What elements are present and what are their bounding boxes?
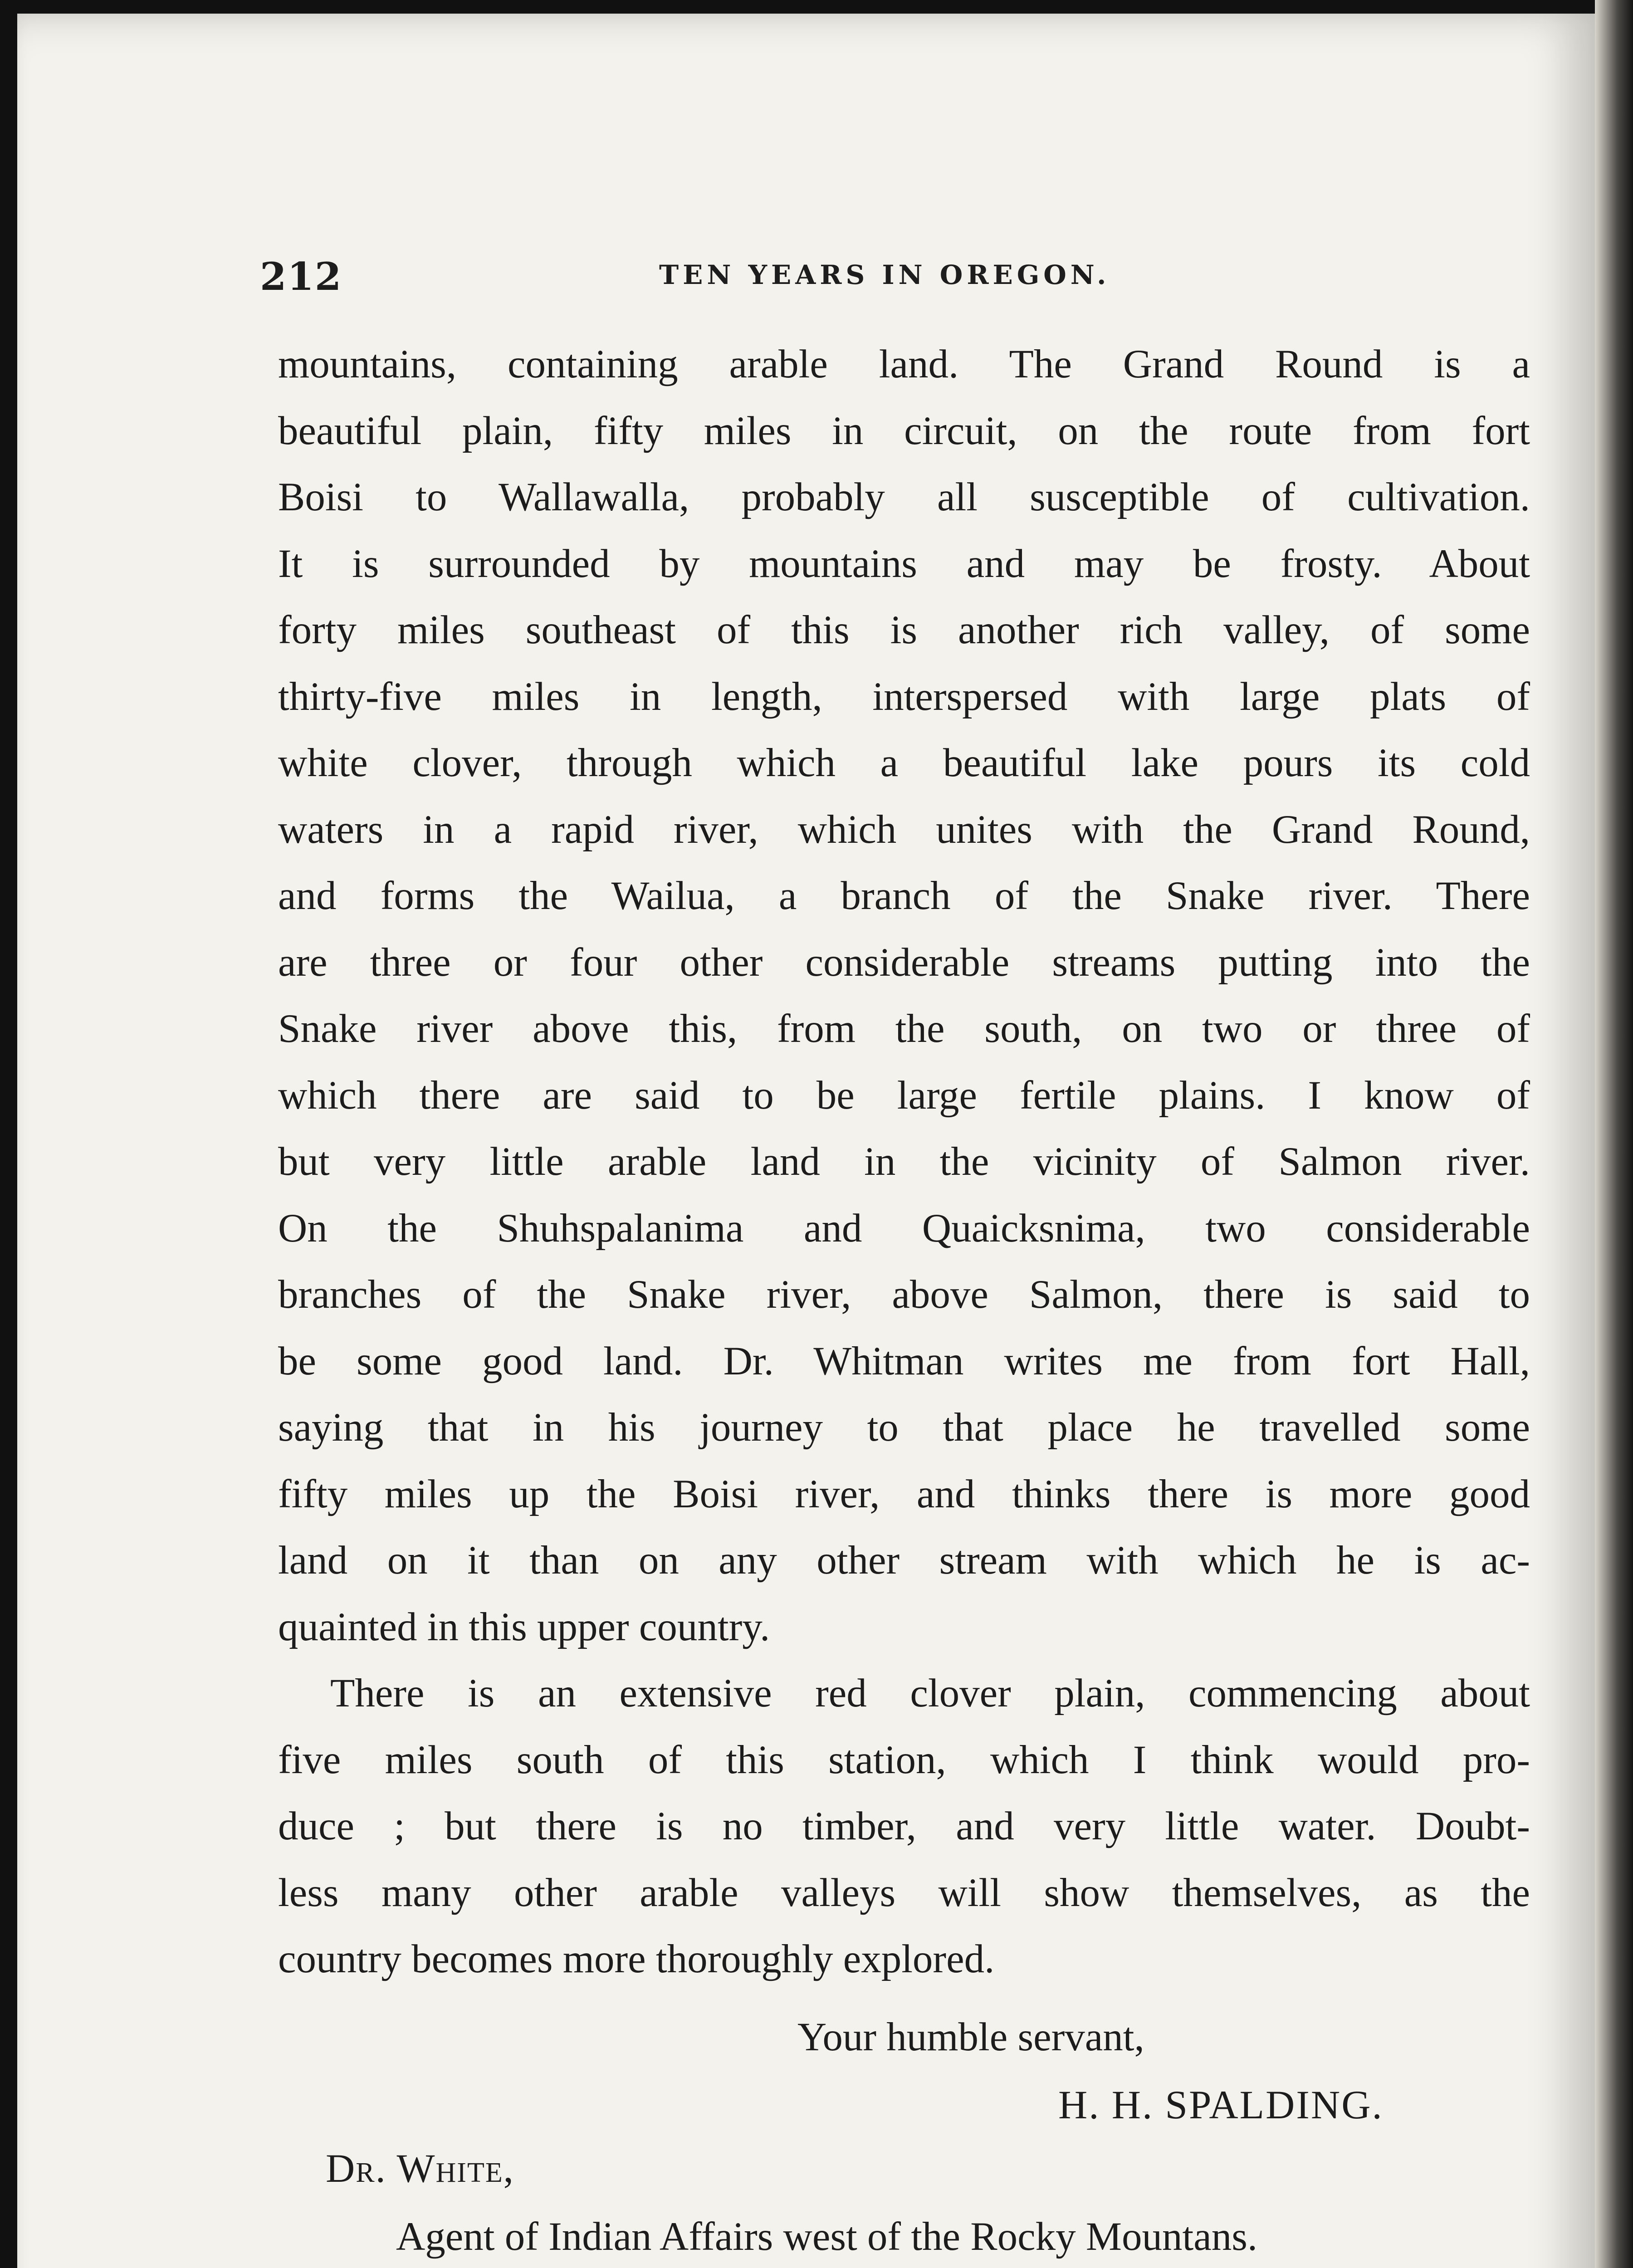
paragraph-start-line: There is an extensive red clover plain, commencing about [330,1671,1530,1716]
page-number: 212 [260,254,342,299]
text-line: quainted in this upper country. [278,1604,770,1649]
text-line: thirty-five miles in length, interspersed with large plats of [278,674,1530,719]
text-line: Snake river above this, from the south, on two or three of [278,1007,1530,1051]
text-line: branches of the Snake river, above Salmon, there is said to [278,1272,1530,1317]
text-line: duce ; but there is no timber, and very little water. Doubt- [278,1804,1530,1848]
text-line: beautiful plain, fifty miles in circuit, on the route from fort [278,408,1530,453]
text-line: be some good land. Dr. Whitman writes me from fort Hall, [278,1339,1530,1383]
text-line: It is surrounded by mountains and may be frosty. About [278,541,1530,586]
text-line: less many other arable valleys will show themselves, as the [278,1870,1530,1915]
text-line: five miles south of this station, which I think would pro- [278,1737,1530,1782]
text-line: white clover, through which a beautiful lake pours its cold [278,741,1530,785]
text-line: and forms the Wailua, a branch of the Snake river. There [278,874,1530,918]
text-line: which there are said to be large fertile plains. I know of [278,1073,1530,1118]
text-line: forty miles southeast of this is another rich valley, of some [278,608,1530,652]
text-line: are three or four other considerable streams putting into the [278,940,1530,985]
text-line: mountains, containing arable land. The Grand Round is a [278,342,1530,386]
valediction: Your humble servant, [797,2015,1144,2059]
text-line: country becomes more thoroughly explored. [278,1937,995,1981]
signature: H. H. SPALDING. [1058,2083,1384,2127]
text-line: saying that in his journey to that place he travelled some [278,1405,1530,1450]
book-page [17,14,1595,2268]
text-line: land on it than on any other stream with which he is ac- [278,1538,1530,1583]
addressee: Dr. White, [326,2146,514,2191]
text-line: but very little arable land in the vicinity of Salmon river. [278,1139,1530,1184]
text-line: fifty miles up the Boisi river, and thinks there is more good [278,1471,1530,1516]
letter-body [278,331,1530,1993]
text-line: Boisi to Wallawalla, probably all susceptible of cultivation. [278,475,1530,519]
text-line: On the Shuhspalanima and Quaicksnima, two considerable [278,1206,1530,1251]
addressee-title: Agent of Indian Affairs west of the Rocky Mountans. [396,2214,1258,2259]
running-title: TEN YEARS IN OREGON. [659,259,1110,290]
page-header [260,249,1553,304]
book-edge-shadow [1595,0,1633,2268]
text-line: waters in a rapid river, which unites with the Grand Round, [278,807,1530,852]
